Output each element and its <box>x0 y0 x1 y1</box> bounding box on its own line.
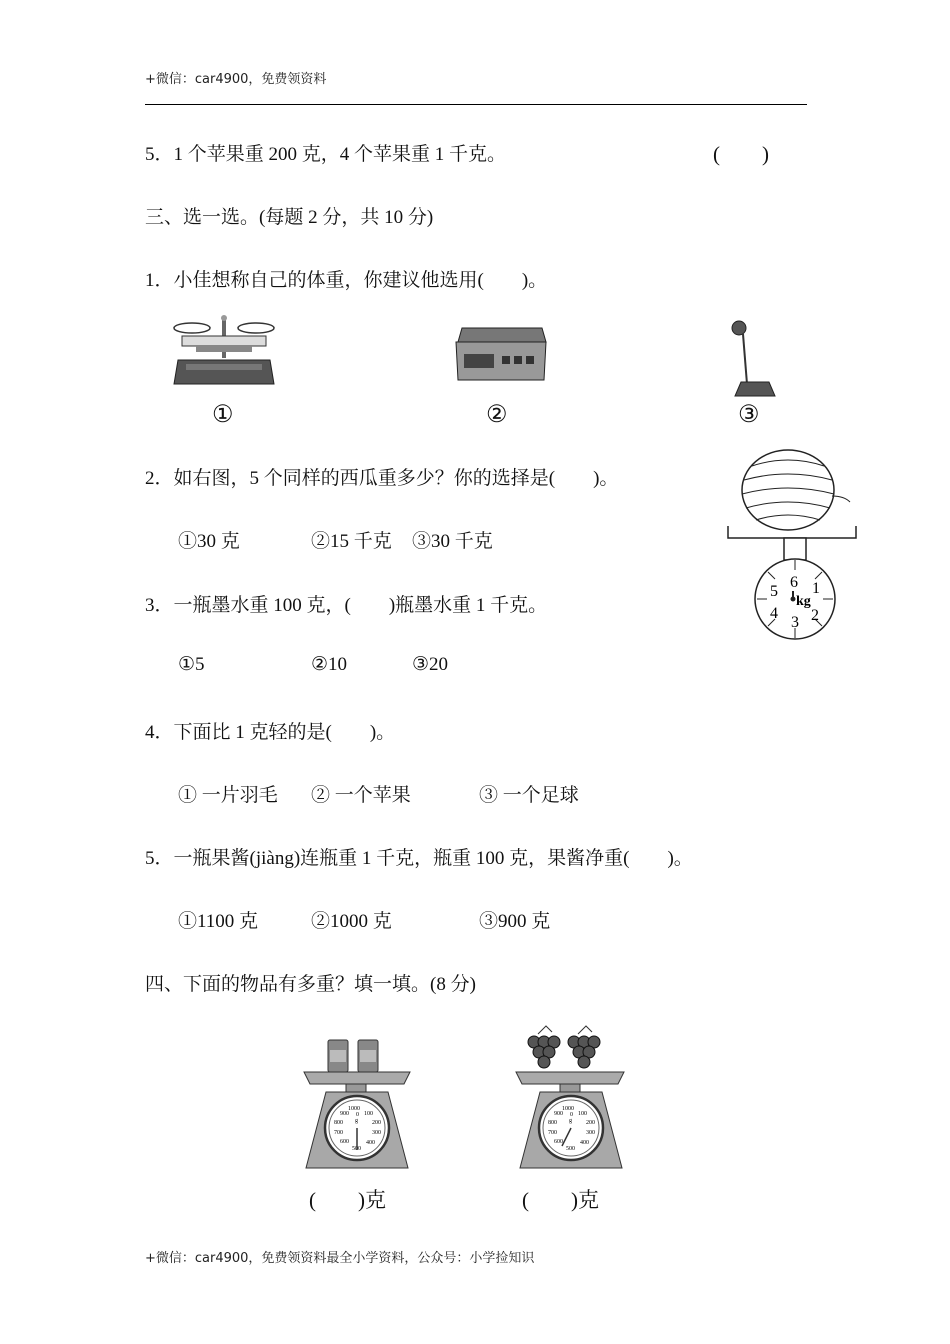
q3-option-2[interactable]: ②10 <box>311 654 348 675</box>
svg-text:0: 0 <box>570 1112 573 1118</box>
scale-1-answer[interactable]: ( )克 <box>309 1188 386 1212</box>
q3-text: 3．一瓶墨水重 100 克，( )瓶墨水重 1 千克。 <box>145 595 548 616</box>
watermelon-scale-figure <box>722 446 862 646</box>
dial-num-4: 4 <box>770 605 778 622</box>
kitchen-scale-2 <box>512 1020 628 1172</box>
svg-text:400: 400 <box>366 1140 375 1146</box>
footer-watermark: +微信：car4900，免费领资料最全小学资料，公众号：小学捡知识 <box>145 1251 535 1266</box>
judge-item-5: 5．1 个苹果重 200 克，4 个苹果重 1 千克。 <box>145 144 507 165</box>
svg-text:0: 0 <box>356 1112 359 1118</box>
svg-text:1000: 1000 <box>562 1106 574 1112</box>
svg-text:300: 300 <box>372 1130 381 1136</box>
q3-option-3[interactable]: ③20 <box>412 654 449 675</box>
dial-num-2: 2 <box>811 607 819 624</box>
svg-text:200: 200 <box>586 1120 595 1126</box>
body-weight-scale-icon <box>725 318 781 400</box>
svg-text:g: g <box>355 1118 358 1124</box>
svg-text:100: 100 <box>578 1111 587 1117</box>
q2-text: 2．如右图，5 个同样的西瓜重多少？你的选择是( )。 <box>145 468 619 489</box>
q5-text: 5．一瓶果酱(jiàng)连瓶重 1 千克，瓶重 100 克，果酱净重( )。 <box>145 848 693 869</box>
svg-text:800: 800 <box>334 1120 343 1126</box>
grapes-icon <box>528 1026 600 1068</box>
svg-text:600: 600 <box>340 1139 349 1145</box>
section4-title: 四、下面的物品有多重？填一填。(8 分) <box>145 974 476 995</box>
kitchen-scale-1 <box>300 1036 414 1172</box>
svg-text:100: 100 <box>364 1111 373 1117</box>
svg-text:1000: 1000 <box>348 1106 360 1112</box>
balance-scale-icon <box>168 312 280 392</box>
cans-icon <box>328 1040 378 1072</box>
q4-option-2[interactable]: ② 一个苹果 <box>311 785 411 806</box>
svg-text:500: 500 <box>566 1146 575 1152</box>
q1-option-2-label: ② <box>486 402 508 428</box>
q1-option-3-label: ③ <box>738 402 760 428</box>
q1-option-1-label: ① <box>212 402 234 428</box>
q2-option-2[interactable]: ②15 千克 <box>311 531 392 552</box>
q1-text: 1．小佳想称自己的体重，你建议他选用( )。 <box>145 270 548 291</box>
svg-text:g: g <box>569 1118 572 1124</box>
section3-title: 三、选一选。(每题 2 分，共 10 分) <box>145 207 434 228</box>
dial-num-3: 3 <box>791 614 799 631</box>
svg-text:800: 800 <box>548 1120 557 1126</box>
q5-option-3[interactable]: ③900 克 <box>479 911 551 932</box>
dial-num-6: 6 <box>790 574 798 591</box>
svg-text:500: 500 <box>352 1146 361 1152</box>
dial-unit: kg <box>796 594 811 609</box>
scale-2-answer[interactable]: ( )克 <box>522 1188 599 1212</box>
header-rule <box>145 104 807 105</box>
header-watermark: +微信：car4900，免费领资料 <box>145 72 327 87</box>
svg-text:700: 700 <box>548 1130 557 1136</box>
q4-option-1[interactable]: ① 一片羽毛 <box>178 785 278 806</box>
q2-option-3[interactable]: ③30 千克 <box>412 531 493 552</box>
dial-num-5: 5 <box>770 583 778 600</box>
svg-text:400: 400 <box>580 1140 589 1146</box>
svg-text:300: 300 <box>586 1130 595 1136</box>
q4-option-3[interactable]: ③ 一个足球 <box>479 785 579 806</box>
q5-option-1[interactable]: ①1100 克 <box>178 911 259 932</box>
q4-text: 4．下面比 1 克轻的是( )。 <box>145 722 396 743</box>
judge-item-5-blank[interactable]: ( ) <box>713 142 769 166</box>
dial-num-1: 1 <box>812 580 820 597</box>
svg-text:600: 600 <box>554 1139 563 1145</box>
q5-option-2[interactable]: ②1000 克 <box>311 911 392 932</box>
svg-text:900: 900 <box>340 1111 349 1117</box>
svg-text:200: 200 <box>372 1120 381 1126</box>
q2-option-1[interactable]: ①30 克 <box>178 531 240 552</box>
q3-option-1[interactable]: ①5 <box>178 654 205 675</box>
svg-text:900: 900 <box>554 1111 563 1117</box>
svg-text:700: 700 <box>334 1130 343 1136</box>
electronic-scale-icon <box>452 322 548 388</box>
watermelon-icon <box>742 450 834 530</box>
